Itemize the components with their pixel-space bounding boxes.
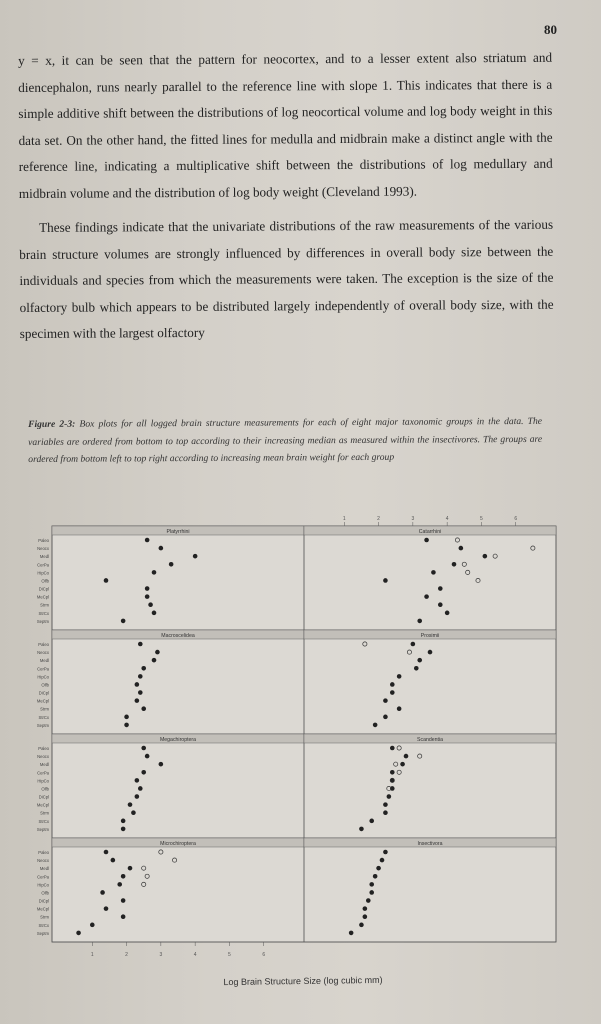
median-dot <box>390 682 395 687</box>
variable-label: HipCo <box>37 882 49 888</box>
median-dot <box>383 698 388 703</box>
x-tick-label: 4 <box>193 952 197 958</box>
x-tick-label: 2 <box>377 516 380 522</box>
median-dot <box>135 698 140 703</box>
median-dot <box>359 923 364 928</box>
median-dot <box>121 827 126 832</box>
variable-label: DiCpl <box>38 690 49 696</box>
variable-label: HipCo <box>37 674 49 680</box>
x-tick-label: 6 <box>262 952 266 958</box>
median-dot <box>148 602 153 607</box>
median-dot <box>141 770 146 775</box>
median-dot <box>438 602 443 607</box>
figure-label: Figure 2-3: <box>28 418 76 430</box>
x-axis-label: Log Brain Structure Size (log cubic mm) <box>223 974 383 988</box>
variable-label: Strm <box>40 810 49 816</box>
median-dot <box>390 770 395 775</box>
variable-label: Neocx <box>37 858 49 864</box>
median-dot <box>438 586 443 591</box>
median-dot <box>141 746 146 751</box>
variable-label: Medl <box>39 762 49 768</box>
median-dot <box>124 715 129 720</box>
median-dot <box>121 914 126 919</box>
median-dot <box>141 666 146 671</box>
median-dot <box>152 658 157 663</box>
median-dot <box>117 882 122 887</box>
variable-label: DiCpl <box>38 586 49 592</box>
median-dot <box>111 858 116 863</box>
median-dot <box>104 850 109 855</box>
median-dot <box>349 931 354 936</box>
variable-label: Olfb <box>41 578 49 584</box>
median-dot <box>431 570 436 575</box>
median-dot <box>424 538 429 543</box>
median-dot <box>145 586 150 591</box>
median-dot <box>424 594 429 599</box>
page-number: 80 <box>544 22 557 37</box>
median-dot <box>104 578 109 583</box>
variable-label: DiCpl <box>38 794 49 800</box>
variable-label: CerPa <box>37 770 49 776</box>
x-tick-label: 1 <box>90 952 94 958</box>
median-dot <box>397 706 402 711</box>
median-dot <box>414 666 419 671</box>
median-dot <box>159 546 164 551</box>
x-tick-label: 4 <box>445 516 449 522</box>
variable-label: MeCpl <box>36 906 49 912</box>
median-dot <box>369 882 374 887</box>
median-dot <box>397 674 402 679</box>
panel-label: Platyrrhini <box>166 529 190 535</box>
body-text <box>18 45 554 348</box>
variable-label: StrCx <box>38 610 49 616</box>
variable-label: Septm <box>36 930 49 936</box>
median-dot <box>159 762 164 767</box>
variable-label: MeCpl <box>36 802 49 808</box>
median-dot <box>417 658 422 663</box>
variable-label: Paleo <box>38 850 49 855</box>
variable-label: Medl <box>39 554 49 560</box>
variable-label: Strm <box>40 914 49 920</box>
median-dot <box>373 723 378 728</box>
figure-caption <box>28 413 542 469</box>
median-dot <box>135 794 140 799</box>
x-tick-label: 5 <box>228 952 231 958</box>
median-dot <box>124 723 129 728</box>
panel-label: Megachiroptera <box>159 737 197 743</box>
median-dot <box>90 923 95 928</box>
variable-label: CerPa <box>37 562 49 568</box>
variable-label: CerPa <box>37 874 49 880</box>
median-dot <box>404 754 409 759</box>
median-dot <box>138 642 143 647</box>
median-dot <box>104 906 109 911</box>
median-dot <box>445 611 450 616</box>
median-dot <box>152 570 157 575</box>
panel-label: Scandentia <box>417 737 443 743</box>
variable-label: Septm <box>36 826 49 832</box>
median-dot <box>400 762 405 767</box>
variable-label: Medl <box>39 866 49 872</box>
variable-label: Strm <box>40 706 49 712</box>
variable-label: Paleo <box>38 538 49 543</box>
median-dot <box>138 690 143 695</box>
figure-caption-text: Box plots for all logged brain structure measurements for each of eight major taxonomic groups in the data. The variables are ordered from bottom to top according to their increasing median as measured within the insectivores. The groups are ordered from bottom left to top right according to increasing mean brain weight for each group <box>28 415 543 465</box>
variable-label: HipCo <box>37 778 49 784</box>
median-dot <box>141 706 146 711</box>
panel-label: Insectivora <box>417 841 443 847</box>
variable-label: Septm <box>36 722 49 728</box>
median-dot <box>145 594 150 599</box>
x-tick-label: 3 <box>411 516 415 522</box>
variable-label: Neocx <box>37 546 49 552</box>
variable-label: Paleo <box>38 746 49 751</box>
median-dot <box>383 715 388 720</box>
median-dot <box>359 827 364 832</box>
x-tick-label: 6 <box>514 516 518 522</box>
median-dot <box>152 611 157 616</box>
median-dot <box>390 746 395 751</box>
median-dot <box>121 874 126 879</box>
x-tick-label: 2 <box>125 952 128 958</box>
variable-label: Olfb <box>41 890 49 896</box>
median-dot <box>193 554 198 559</box>
median-dot <box>138 674 143 679</box>
x-tick-label: 1 <box>342 516 346 522</box>
median-dot <box>135 682 140 687</box>
median-dot <box>121 819 126 824</box>
median-dot <box>131 810 136 815</box>
median-dot <box>100 890 105 895</box>
variable-label: MeCpl <box>36 698 49 704</box>
median-dot <box>383 578 388 583</box>
variable-label: DiCpl <box>38 898 49 904</box>
median-dot <box>169 562 174 567</box>
median-dot <box>145 754 150 759</box>
figure-2-3 <box>26 508 566 978</box>
variable-label: Strm <box>40 602 49 608</box>
median-dot <box>138 786 143 791</box>
variable-label: CerPa <box>37 666 49 672</box>
median-dot <box>417 619 422 624</box>
panel-label: Catarrhini <box>418 529 442 535</box>
median-dot <box>411 642 416 647</box>
median-dot <box>363 914 368 919</box>
median-dot <box>383 810 388 815</box>
variable-label: Medl <box>39 658 49 664</box>
median-dot <box>135 778 140 783</box>
dot-plot-chart <box>26 508 566 978</box>
median-dot <box>369 890 374 895</box>
variable-label: Olfb <box>41 786 49 792</box>
variable-label: StrCx <box>38 714 49 720</box>
median-dot <box>373 874 378 879</box>
median-dot <box>128 802 133 807</box>
x-tick-label: 5 <box>480 516 483 522</box>
median-dot <box>145 538 150 543</box>
paragraph-2: These findings indicate that the univariate distributions of the raw measurements of the various brain structure volumes are strongly influenced by differences in overall body size between the individuals and species from which the measurements were taken. The exception is the size of the olfactory bulb which appears to be distributed largely independently of overall body size, with the specimen with the largest olfactory <box>19 216 554 341</box>
median-dot <box>121 898 126 903</box>
median-dot <box>387 794 392 799</box>
median-dot <box>121 619 126 624</box>
median-dot <box>390 690 395 695</box>
median-dot <box>483 554 488 559</box>
median-dot <box>376 866 381 871</box>
median-dot <box>155 650 160 655</box>
median-dot <box>366 898 371 903</box>
variable-label: Olfb <box>41 682 49 688</box>
median-dot <box>380 858 385 863</box>
median-dot <box>128 866 133 871</box>
variable-label: MeCpl <box>36 594 49 600</box>
median-dot <box>428 650 433 655</box>
variable-label: Neocx <box>37 650 49 656</box>
variable-label: Paleo <box>38 642 49 647</box>
variable-label: StrCx <box>38 818 49 824</box>
median-dot <box>363 906 368 911</box>
panel-label: Microchiroptera <box>160 841 196 847</box>
median-dot <box>76 931 81 936</box>
panel-label: Prosimii <box>420 633 440 639</box>
median-dot <box>383 850 388 855</box>
variable-label: HipCo <box>37 570 49 576</box>
x-tick-label: 3 <box>159 952 163 958</box>
median-dot <box>369 819 374 824</box>
median-dot <box>459 546 464 551</box>
variable-label: Neocx <box>37 754 49 760</box>
median-dot <box>452 562 457 567</box>
median-dot <box>383 802 388 807</box>
variable-label: StrCx <box>38 922 49 928</box>
variable-label: Septm <box>36 618 49 624</box>
paragraph-1: y = x, it can be seen that the pattern for neocortex, and to a lesser extent also striatum and diencephalon, runs nearly parallel to the reference line with slope 1. This indicates that there is a simple additive shift between the distributions of log neocortical volume and log body weight in this data set. On the other hand, the fitted lines for medulla and midbrain make a distinct angle with the reference line, indicating a multiplicative shift between the distributions of log medullary and midbrain volume and the distribution of log body weight (Cleveland 1993). <box>18 49 553 201</box>
panel-label: Macroscelidea <box>161 633 195 639</box>
